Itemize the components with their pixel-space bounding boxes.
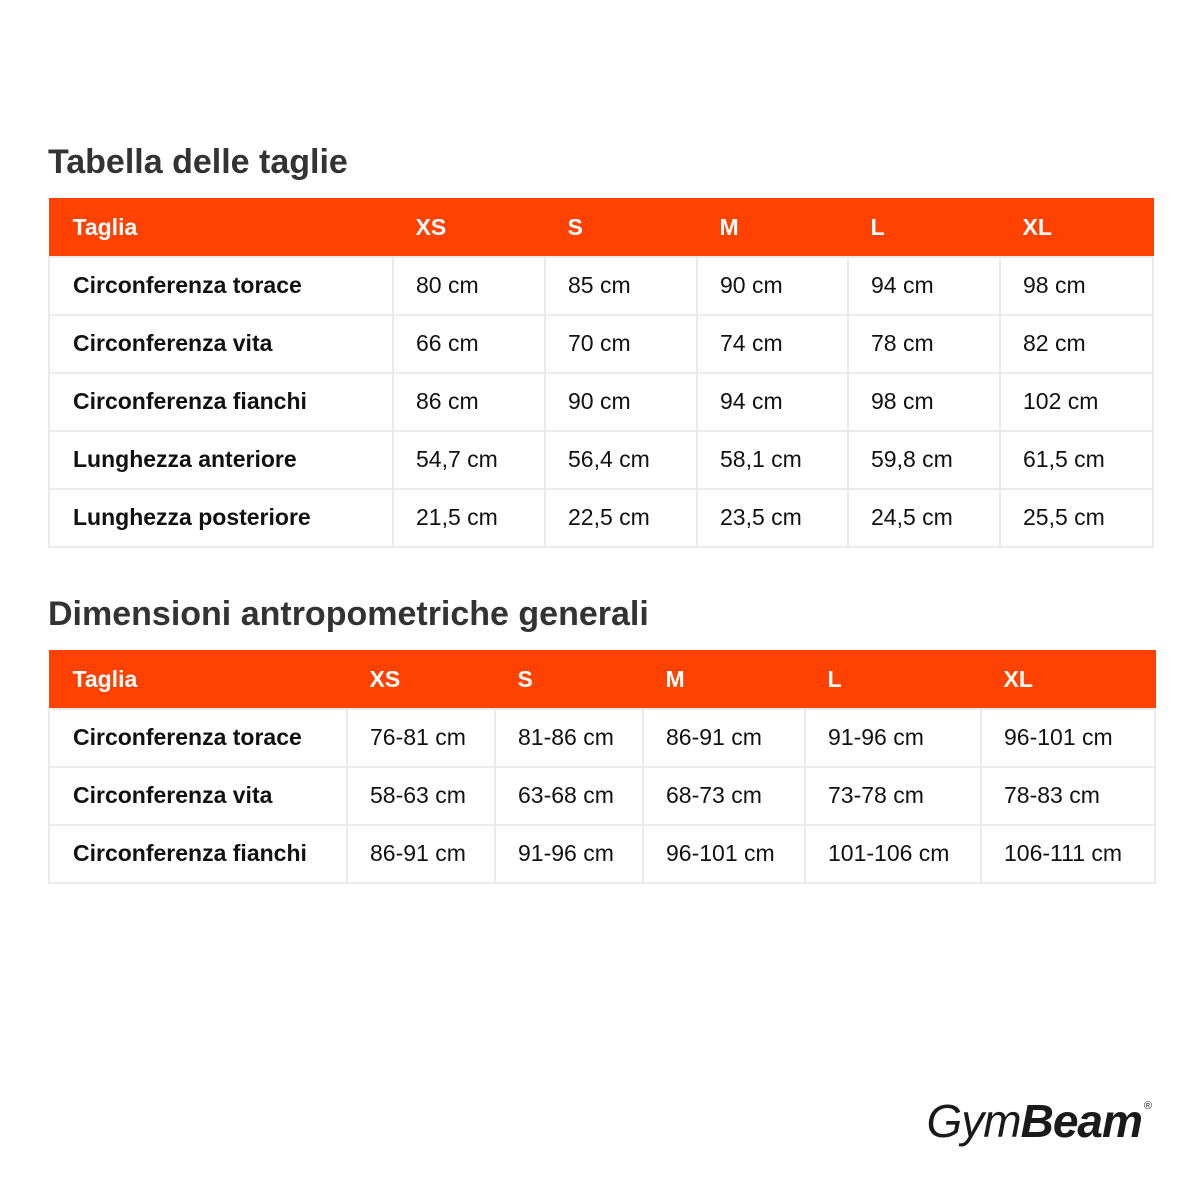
table-cell: 54,7 cm (393, 431, 545, 489)
table-cell: 94 cm (697, 373, 848, 431)
table-cell: 90 cm (545, 373, 697, 431)
row-label: Circonferenza vita (49, 767, 347, 825)
row-label: Circonferenza vita (49, 315, 393, 373)
table-cell: 86-91 cm (347, 825, 495, 883)
table-row (49, 825, 1155, 883)
table-header-row (49, 651, 1155, 709)
table-cell: 76-81 cm (347, 709, 495, 767)
header-cell-xl: XL (1000, 199, 1153, 257)
size-table-title: Tabella delle taglie (48, 143, 348, 181)
table-cell: 101-106 cm (805, 825, 981, 883)
table-cell: 24,5 cm (848, 489, 1000, 547)
header-cell-s: S (495, 651, 643, 709)
table-cell: 58,1 cm (697, 431, 848, 489)
table-cell: 23,5 cm (697, 489, 848, 547)
table-cell: 78-83 cm (981, 767, 1155, 825)
table-row (49, 709, 1155, 767)
table-cell: 86-91 cm (643, 709, 805, 767)
table-row (49, 373, 1153, 431)
table-cell: 66 cm (393, 315, 545, 373)
row-label: Circonferenza fianchi (49, 825, 347, 883)
header-cell-m: M (697, 199, 848, 257)
row-label: Circonferenza torace (49, 709, 347, 767)
anthropometric-table-title: Dimensioni antropometriche generali (48, 595, 649, 633)
row-label: Circonferenza torace (49, 257, 393, 315)
header-cell-xs: XS (393, 199, 545, 257)
table-cell: 78 cm (848, 315, 1000, 373)
table-row (49, 489, 1153, 547)
header-cell-m: M (643, 651, 805, 709)
table-cell: 73-78 cm (805, 767, 981, 825)
header-cell-taglia: Taglia (49, 199, 393, 257)
table-cell: 106-111 cm (981, 825, 1155, 883)
table-row (49, 315, 1153, 373)
logo-text-light: Gym (926, 1095, 1021, 1147)
gymbeam-logo (926, 1095, 1152, 1147)
table-cell: 91-96 cm (495, 825, 643, 883)
table-cell: 63-68 cm (495, 767, 643, 825)
registered-mark-icon: ® (1143, 1100, 1152, 1112)
header-cell-taglia: Taglia (49, 651, 347, 709)
table-cell: 21,5 cm (393, 489, 545, 547)
table-cell: 82 cm (1000, 315, 1153, 373)
table-header-row (49, 199, 1153, 257)
logo-wordmark (926, 1095, 1142, 1147)
logo-text-bold: Beam (1020, 1095, 1142, 1147)
size-table (48, 198, 1154, 548)
table-cell: 74 cm (697, 315, 848, 373)
table-cell: 56,4 cm (545, 431, 697, 489)
table-cell: 85 cm (545, 257, 697, 315)
table-cell: 58-63 cm (347, 767, 495, 825)
table-cell: 91-96 cm (805, 709, 981, 767)
table-cell: 98 cm (848, 373, 1000, 431)
table-cell: 96-101 cm (643, 825, 805, 883)
table-cell: 61,5 cm (1000, 431, 1153, 489)
table-cell: 59,8 cm (848, 431, 1000, 489)
table-row (49, 257, 1153, 315)
table-cell: 80 cm (393, 257, 545, 315)
table-cell: 22,5 cm (545, 489, 697, 547)
table-cell: 102 cm (1000, 373, 1153, 431)
header-cell-xl: XL (981, 651, 1155, 709)
table-cell: 68-73 cm (643, 767, 805, 825)
table-cell: 70 cm (545, 315, 697, 373)
header-cell-s: S (545, 199, 697, 257)
table-cell: 98 cm (1000, 257, 1153, 315)
row-label: Lunghezza anteriore (49, 431, 393, 489)
anthropometric-table (48, 650, 1156, 884)
row-label: Lunghezza posteriore (49, 489, 393, 547)
table-cell: 94 cm (848, 257, 1000, 315)
table-cell: 25,5 cm (1000, 489, 1153, 547)
table-row (49, 431, 1153, 489)
row-label: Circonferenza fianchi (49, 373, 393, 431)
table-cell: 86 cm (393, 373, 545, 431)
header-cell-l: L (805, 651, 981, 709)
header-cell-l: L (848, 199, 1000, 257)
table-cell: 96-101 cm (981, 709, 1155, 767)
table-cell: 81-86 cm (495, 709, 643, 767)
table-row (49, 767, 1155, 825)
header-cell-xs: XS (347, 651, 495, 709)
table-cell: 90 cm (697, 257, 848, 315)
